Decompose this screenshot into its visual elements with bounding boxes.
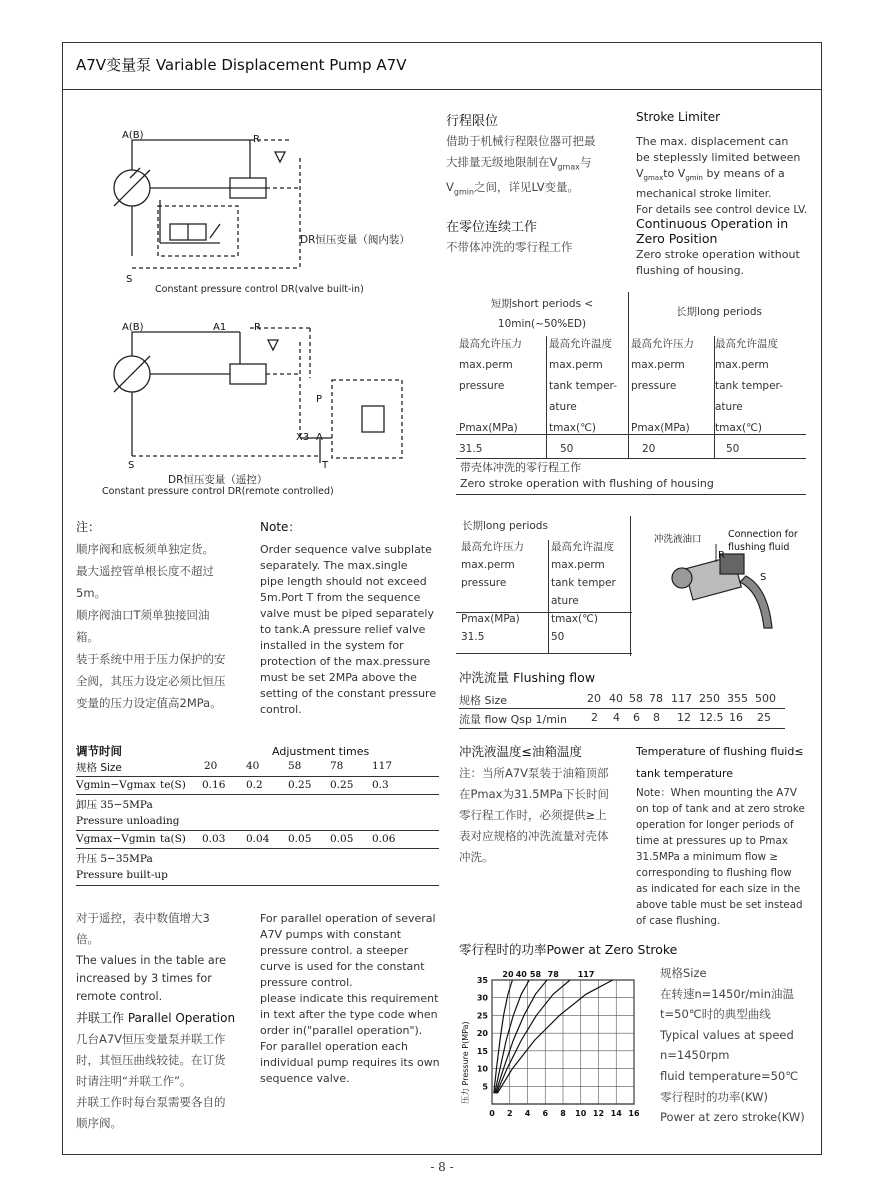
- zero-op-en-title: Continuous Operation in Zero Position: [636, 216, 789, 246]
- diagram2-label-a: A: [316, 432, 323, 443]
- remote-en-text: The values in the table are increased by 3 times for remote control.: [76, 954, 226, 1003]
- chart-y-axis-label: 压力 Pressure P(MPa): [461, 1021, 470, 1104]
- remote-cn-text: 对于遥控，表中数值增大3 倍。: [76, 911, 210, 946]
- page-title: A7V变量泵 Variable Displacement Pump A7V: [76, 56, 407, 74]
- flush-fig-s: S: [760, 572, 767, 583]
- chart-x-tick-label: 16: [628, 1109, 640, 1118]
- diagram2-cn-caption: DR恒压变量（遥控）: [168, 474, 268, 486]
- diagram2-label-p: P: [316, 394, 323, 405]
- diagram1-label-r: R: [253, 134, 260, 145]
- stroke-en-text: The max. displacement can be steplessly limited between $V_{gmax}to$ $V_{gmin}$ by means of a mechanical stroke limiter. For details see control device LV.: [636, 135, 808, 217]
- chart-y-tick-label: 25: [476, 1011, 488, 1021]
- flush-fig-en-label: Connection for flushing fluid: [728, 529, 798, 553]
- diagram2-label-x3: X3: [296, 432, 310, 443]
- notes-cn-title: 注：: [76, 520, 101, 534]
- diagram1-label-s: S: [126, 274, 133, 285]
- chart-y-tick-label: 30: [476, 993, 488, 1003]
- pressure-table: [456, 290, 806, 496]
- flush-fig-r: R: [718, 550, 725, 561]
- diagram2-label-a1: A1: [213, 322, 227, 333]
- stroke-cn-text: 借助于机械行程限位器可把最 大排量无级地限制在$V_{gmax}$与 $V_{gmin}$之间，详见LV变量。: [446, 134, 596, 197]
- notes-cn-text: 顺序阀和底板须单独定货。 最大遥控管单根长度不超过 5m。 顺序阀油口T须单独接回油 箱。 装于系统中用于压力保护的安 全阀，其压力设定必须比恒压 变量的压力设定值高2MPa。: [76, 542, 226, 710]
- diagram-constant-pressure-builtin: [100, 128, 430, 300]
- flush-temp-cn-title: 冲洗液温度≤油箱温度: [459, 744, 582, 759]
- pressure-footer-en: Zero stroke operation with flushing of housing: [460, 477, 714, 490]
- chart-x-tick-label: 0: [489, 1109, 495, 1118]
- adj-cn-title: 调节时间: [76, 744, 122, 758]
- page-header: [62, 42, 822, 90]
- flushing-flow-title: 冲洗流量 Flushing flow: [459, 670, 596, 685]
- power-side-text: 规格Size 在转速n=1450r/min油温 t=50℃时的典型曲线 Typical values at speed n=1450rpm fluid temperature=50℃ 零行程时的功率(KW) Power at zero stroke(KW): [660, 966, 805, 1125]
- diagram2-label-ab: A(B): [122, 322, 144, 333]
- flush-temp-cn-text: 注：当所A7V泵装于油箱顶部 在Pmax为31.5MPa下长时间 零行程工作时，必须提供≥上 表对应规格的冲洗流量对壳体 冲洗。: [459, 766, 609, 864]
- chart-y-tick-label: 35: [476, 976, 488, 985]
- short-head-1: 短期short periods <: [490, 298, 594, 310]
- notes-en-text: Order sequence valve subplate separately. The max.single pipe length should not exceed 5m.Port T from the sequence valve must be piped separately to tank.A pressure relief valve installed in the system for protection of the max.pressure must be set 2MPa above the setting of the constant pressure control.: [260, 543, 437, 716]
- diagram1-cn-caption: DR恒压变量（阀内装）: [300, 234, 410, 246]
- chart-series-label: 20: [502, 970, 514, 979]
- diagram1-en-caption: Constant pressure control DR(valve built-in): [155, 284, 364, 295]
- diagram2-en-caption: Constant pressure control DR(remote controlled): [102, 486, 334, 497]
- adjustment-table: 调节时间 Adjustment times 规格 Size 20 40 58 78 117 Vgmin−Vgmax te(S) 0.16 0.2 0.25 0.25 0.3 卸压 35−5MPa Pressure unloading Vgmax−Vgmin ta(S) 0.03 0.04 0.05 0.05 0.06 升压 5−35MPa Pressure built-up: [76, 742, 439, 887]
- stroke-cn-title: 行程限位: [446, 114, 499, 129]
- zero-op-en-text: Zero stroke operation without flushing of housing.: [636, 248, 800, 277]
- chart-x-tick-label: 4: [524, 1109, 531, 1118]
- chart-y-tick-label: 5: [482, 1082, 488, 1092]
- page-number: - 8 -: [430, 1160, 454, 1174]
- cylinder-2: [230, 364, 266, 384]
- power-title: 零行程时的功率Power at Zero Stroke: [459, 942, 678, 957]
- diagram2-label-s: S: [128, 460, 135, 470]
- chart-series-label: 117: [577, 970, 595, 979]
- chart-x-tick-label: 12: [592, 1109, 605, 1118]
- diagram2-label-t: T: [322, 460, 329, 470]
- zero-op-cn-text: 不带体冲洗的零行程工作: [446, 240, 573, 254]
- stroke-en-title: Stroke Limiter: [636, 110, 721, 124]
- chart-series-label: 40: [515, 970, 527, 979]
- ff-size-label: 规格 Size: [459, 694, 508, 707]
- pressure-table-grid: 最高允许压力 最高允许温度 最高允许压力 最高允许温度 max.perm max.perm max.perm max.perm pressure tank temper- pressure tank temper- ature ature Pmax(MPa) tmax(℃) Pmax(MPa) tmax(℃) 31.5 50 20 50: [459, 338, 783, 455]
- flushing-pump-figure: [660, 544, 780, 634]
- diagram-constant-pressure-remote: [100, 318, 430, 470]
- chart-series-label: 78: [547, 970, 559, 979]
- chart-y-tick-label: 20: [476, 1029, 488, 1039]
- chart-series-label: 58: [529, 970, 542, 979]
- long-table: 长期long periods 最高允许压力 最高允许温度 max.perm max.perm pressure tank temper ature Pmax(MPa) tmax(℃) 31.5 50: [456, 516, 632, 656]
- pressure-footer-cn: 带壳体冲洗的零行程工作: [460, 461, 581, 474]
- flush-temp-en-title: Temperature of flushing fluid≤ tank temperature: [636, 745, 804, 780]
- remote-valve: [362, 406, 384, 432]
- ff-flow-label: 流量 flow Qsp 1/min: [459, 713, 567, 726]
- chart-x-tick-label: 2: [506, 1109, 513, 1118]
- remote-valve-box: [332, 380, 402, 458]
- zero-op-cn-title: 在零位连续工作: [446, 220, 538, 235]
- long-table-head: 长期long periods: [462, 520, 548, 532]
- notes-en-title: Note：: [260, 520, 301, 534]
- power-chart: [456, 960, 646, 1128]
- flush-temp-en-text: Note：When mounting the A7V on top of tank and at zero stroke operation for longer periods of time at pressures up to Pmax 31.5MPa a minimum flow ≥ corresponding to flushing flow as indicated for each size in the above table must be set instead of case flushing.: [636, 787, 805, 927]
- chart-y-tick-label: 15: [476, 1046, 488, 1056]
- short-head-2: 10min(~50%ED): [497, 318, 587, 330]
- adj-en-title: Adjustment times: [272, 745, 370, 758]
- parallel-title: 并联工作 Parallel Operation: [76, 1011, 236, 1025]
- chart-y-tick-label: 10: [476, 1064, 488, 1074]
- long-head: 长期long periods: [676, 306, 762, 318]
- chart-x-tick-label: 10: [575, 1109, 587, 1118]
- flush-fig-cn-label: 冲洗液油口: [654, 534, 702, 545]
- chart-x-tick-label: 8: [560, 1109, 566, 1118]
- parallel-en-text: For parallel operation of several A7V pumps with constant pressure control. a steeper curve is used for the constant pressure control. please indicate this requirement in text after the type code when order in("parallel operation"). For parallel operation each individual pump requires its own sequence valve.: [260, 912, 440, 1085]
- parallel-cn-text: 几台A7V恒压变量泵并联工作 时，其恒压曲线较徒。在订货 时请注明“并联工作”。 并联工作时每台泵需要各自的 顺序阀。: [76, 1032, 226, 1130]
- diagram1-label-ab: A(B): [122, 130, 144, 141]
- chart-x-tick-label: 6: [542, 1109, 549, 1118]
- diagram2-label-r: R: [254, 322, 261, 333]
- chart-x-tick-label: 14: [610, 1109, 622, 1118]
